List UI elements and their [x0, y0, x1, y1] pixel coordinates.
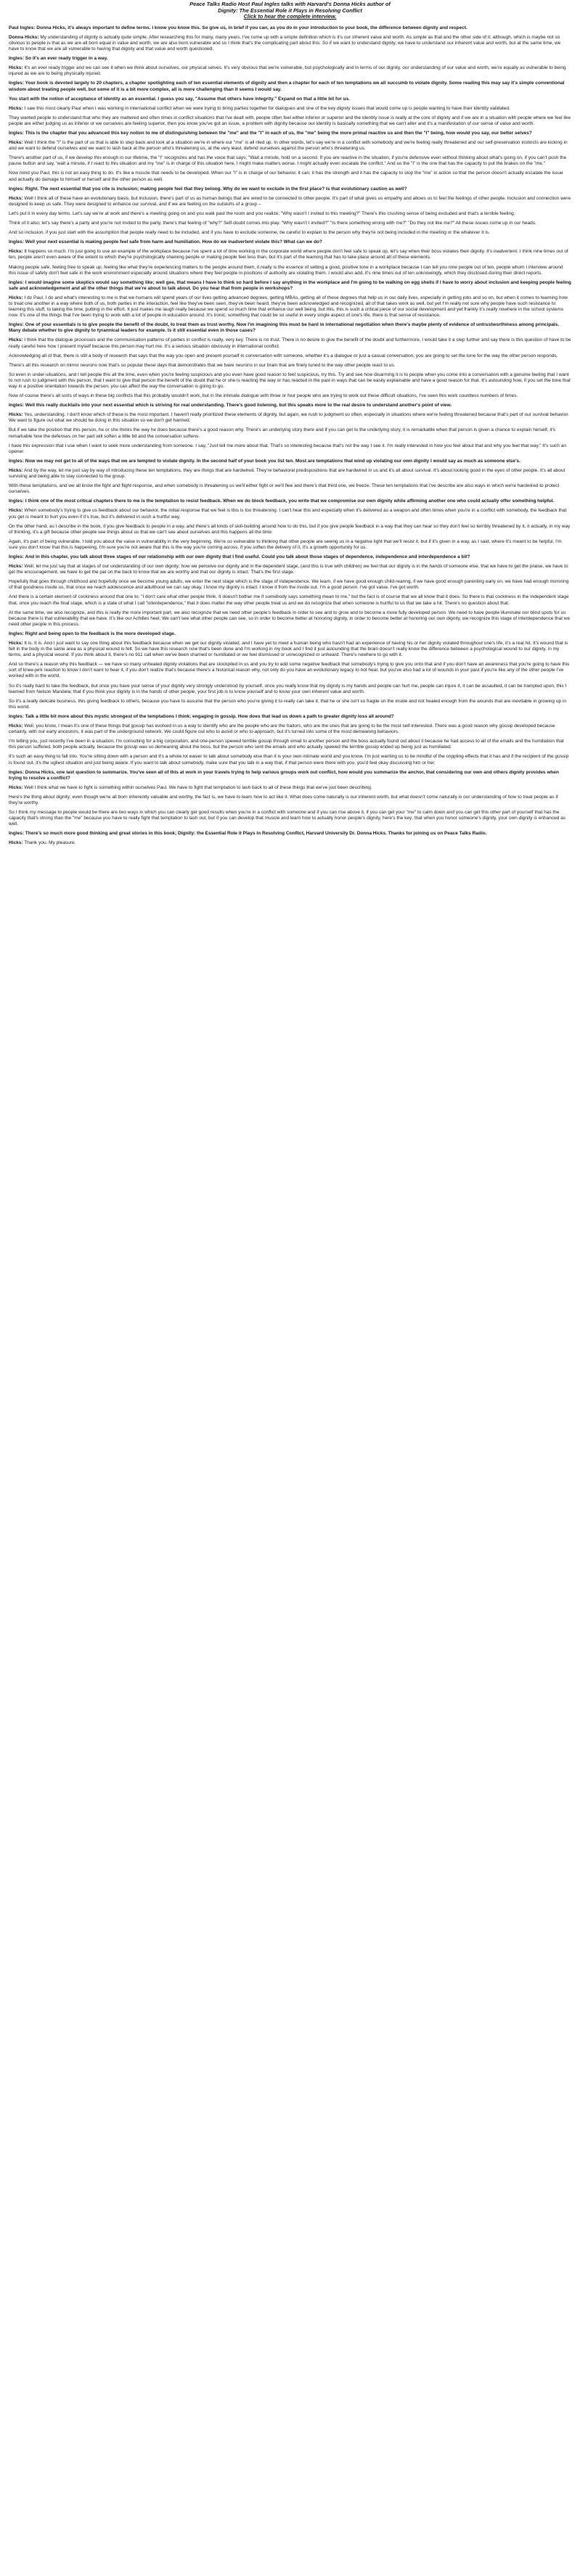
guest-paragraph: [9, 427, 571, 439]
paragraph-text: Well your next essential is making people feel safe from harm and humiliation. How do we inadvertent violate this? What can we do?: [25, 239, 322, 245]
speaker-label: Ingles:: [9, 458, 24, 464]
speaker-label: Hicks:: [9, 195, 23, 201]
speaker-label: Hicks:: [9, 564, 23, 570]
paragraph-text: Well, let me just say that at stages of our understanding of our own dignity; how we perceive our dignity and in the dependent stage, (and this is true with children) we feel that our dignity is in the hands of someone else, that we have to get the praise, we have to get the encouragement, we have to get the pat on the back to know that we are worthy and that our dignity is intact. That's the first stage.: [9, 564, 568, 575]
paragraph-text: It's such an easy thing to fall into. You're sitting down with a person and it's a whole lot easier to talk about somebody else than it is your own intimate world and you know, I'm just wanting us to be mindful of the crippling effects that it has and if the recipient of the gossip is found out, it's the ugliest situation and just being aware. If you want to talk about somebody, make sure that you talk in a way that, if that person were there with you, you'd feel okay discussing him or her.: [9, 754, 569, 766]
guest-paragraph: [9, 196, 571, 208]
paragraph-text: Right and being open to the feedback is the more developed stage.: [25, 631, 176, 636]
complete-interview-link[interactable]: Click to hear the complete interview.: [243, 13, 337, 20]
paragraph-text: Well I think all of these have an evolutionary basis, but inclusion, there's part of us as human beings that are wired to be connected to other people. It's part of what gives us empathy and allows us to feel the feelings of other people. Inclusion and connection were designed to keep us safe. They were designed to enhance our survival, and if we are feeling on the outskirts of a group –: [9, 195, 571, 207]
interviewer-paragraph: [9, 97, 571, 102]
paragraph-text: I have this expression that I use when I want to seek more understanding from someone. I say, "Just tell me more about that. That's so interesting because that's not the way I see it. I'm really interested in how you feel about that and why you feel that way." It's such an opener.: [9, 443, 566, 454]
speaker-label: Ingles:: [9, 403, 24, 409]
paragraph-text: You start with the notion of acceptance of identity as an essential. I guess you say, "Assume that others have integrity." Expand on that a little bit for us.: [9, 96, 350, 102]
speaker-label: Hicks:: [9, 337, 23, 343]
interviewer-paragraph: [9, 81, 571, 92]
paragraph-text: With these temptations, and we all know the fight and flight response, and when somebody is threatening us we'll either fight or we'll flee and there's that third one, we freeze. These ten temptations that I've describe are also ways in which we're hardwired to protect ourselves.: [9, 483, 560, 495]
paragraph-text: Donna Hicks, it's always important to define terms. I know you know this. So give us, in brief if you can, as you do in your introduction to your book, the difference between dignity and respect.: [36, 25, 467, 30]
paragraph-text: I saw this most clearly Paul when I was working in international conflict when we were trying to bring parties together for dialogues and one of the key dignity issues that would come up is people wanting to have their identity validated.: [24, 105, 510, 111]
guest-paragraph: [9, 610, 571, 628]
paragraph-text: Well, you know, I mean it's one of these things that gossip has evolved in us a way to identify who are the people who are the traitors, who are the ones that are going to be the most self-interested. There was a good reason why gossip developed because certainly, with our early ancestors, it was part of the underground network. We could figure out who to avoid or who to approach, but it's turned into some of the most demeaning behaviors.: [9, 723, 555, 735]
transcript-body: [9, 25, 571, 847]
guest-paragraph: [9, 35, 571, 52]
guest-paragraph: [9, 221, 571, 226]
speaker-label: Hicks:: [9, 295, 23, 300]
guest-paragraph: [9, 265, 571, 276]
guest-paragraph: [9, 483, 571, 495]
paragraph-text: Right. The next essential that you cite is inclusion; making people feel that they belong. Why do we want to exclude in the first place? Is that evolutionary caution as well?: [25, 186, 407, 192]
paragraph-text: It's an ever ready trigger and we can see it when we think about ourselves, our physical selves. It's very obvious that we're vulnerable, but psychologically and in terms of our dignity, our understanding of our value and worth, we're equally as vulnerable to being injured as we are to being physically injured.: [9, 65, 566, 77]
guest-paragraph: [9, 106, 571, 112]
paragraph-text: I do Paul, I do and what's interesting to me is that we humans will spend years of our lives getting advanced degrees, getting MBAs, getting all of these degrees that help us in our daily lives, especially in getting jobs and so on, but when it comes to learning how to treat one another in a way where both of us, both parties in the interaction, feel like they've been seen, they've been heard, they've been acknowledged and recognized, all of that takes work as well, but yet I'm really not sure why people have such resistance to learning this stuff, to taking the time, putting in the effort. It just makes me laugh really because we spend so much time that enhance our well being, but this, this is such a critical piece of our social development and yet frankly it's really nowhere in the school systems now. It's one of the things that I've been trying to work with a lot of people in education around. It's ironic; something that could be so useful in every single aspect of one's life, there is that sense of resistance.: [9, 295, 568, 319]
speaker-label: Ingles:: [9, 769, 24, 775]
guest-paragraph: [9, 393, 571, 399]
guest-paragraph: [9, 795, 571, 806]
paragraph-text: It happens so much. I'm just going to use an example of the workplace because I've spent a lot of time working in the corporate world where people don't feel safe to speak up, let's say when their boss violates their dignity. It's inadvertent. I think nine times out of ten, people aren't even aware of the extent to which they're psychologically shaming people or making people feel less than, but it's part of the learning that has to take place around all of these elements.: [9, 249, 568, 261]
speaker-label: Hicks:: [9, 784, 23, 790]
paragraph-text: So it's an ever ready trigger in a way.: [25, 56, 108, 62]
paragraph-text: Making people safe, feeling free to speak up, feeling like what they're experiencing matters to the people around them, it really is the essence of setting a good, positive tone in a workplace because I can tell you nine people out of ten, people whom I interview around this issue of safety don't feel safe in the work environment especially around situations where they feel people in positions of authority are violating them. I would also add, it's nine times out of ten unknowingly, which they disclosed during their direct reports.: [9, 264, 563, 276]
guest-paragraph: [9, 353, 571, 359]
guest-paragraph: [9, 684, 571, 695]
guest-paragraph: [9, 65, 571, 77]
paragraph-text: Now mind you Paul, this is not an easy thing to do. It's like a muscle that needs to be developed. When our "I" is in charge of our behavior, it can; it has the strength and it has the capacity to stop the "me" in action so that the person doesn't actually escalate the issue and actually do damage to himself or herself and the other person as well.: [9, 171, 563, 182]
paragraph-text: There's another part of us, if we develop this enough in our lifetime, the "I" recognizes and has the voice that says; "Wait a minute, hold on a second. If you are reactive in the situation, if you're defensive even without thinking about what's going on, if you can't push the pause button and say, 'wait a minute, if I react to this situation and my "me" is in charge of this situation here, I might make matters worse. I might actually even escalate the conflict." And so the "I" is the one that has the capacity to put the brakes on the "me.": [9, 155, 567, 167]
interviewer-paragraph: [9, 322, 571, 334]
guest-paragraph: [9, 295, 571, 319]
interviewer-paragraph: [9, 403, 571, 409]
guest-paragraph: [9, 810, 571, 827]
guest-paragraph: [9, 564, 571, 575]
guest-paragraph: [9, 641, 571, 658]
transcript-page: [0, 0, 580, 847]
guest-paragraph: [9, 468, 571, 480]
paragraph-text: So even in under-situations, and I tell people this all the time, even when you're feeling suspicious and you even have good reason to feel suspicious, try this. Try and see how disarming it is to people when you come into a conversation with a genuine feeling that I want to not rush to judgment with this person, that I want to give that person the benefit of the doubt that he or she is reacting the way or has reacted in the past in ways that can be easily explainable and have a good reason for that. It's astounding how, if you set the tone that way in a positive orientation towards the person, you can affect the way the conversation is going to go.: [9, 372, 571, 389]
paragraph-text: But if we take the position that this person, he or she thinks the way he does because there's a good reason why. There's an underlying story there and if you can get to the underlying story, it is remarkable when that person is given a chance to explain herself, it's remarkable how the defenses on her part will soften a little bit and the conversation softens.: [9, 427, 556, 439]
guest-paragraph: [9, 115, 571, 127]
guest-paragraph: [9, 230, 571, 236]
guest-paragraph: [9, 443, 571, 455]
speaker-label: Ingles:: [9, 631, 24, 636]
guest-paragraph: [9, 699, 571, 710]
paragraph-text: When somebody's trying to give us feedback about our behavior, the initial response that we feel is this is too threatening. I can't hear this and especially when it's delivered as a weapon and often times when you're in a conflict with somebody, the feedback that you get is meant to hurt you even if it's true, but it's delivered in such a hurtful way.: [9, 508, 567, 520]
paragraph-text: I think that the dialogue processes and the communication patterns of parties in conflict is really, very key. There is no trust. There is no desire to give the benefit of the doubt and furthermore, I would take it a step further and say there is this question of have to be really careful here how I present myself because this person may hurt me. It's a serious situation obviously in international conflict.: [9, 337, 571, 349]
paragraph-text: Again, it's part of being vulnerable. I told you about the value in vulnerability in the very beginning. We're so vulnerable to thinking that other people are seeing us in a negative light that we'll resist it, but if it's given in a way, as I said, where it's meant to be helpful, I'm sure you don't know that this is happening, I'm sure you're not aware that this is the way you're coming across, if you soften the delivery of it, it's a growth opportunity for us.: [9, 538, 562, 550]
interviewer-paragraph: [9, 831, 571, 837]
speaker-label: Ingles:: [9, 81, 24, 86]
paragraph-text: This is the chapter that you advanced this key notion to me of distinguishing between the "me" and the "I" in each of us, the "me" being the more primal reactive us and then the "I" being, how would you say, our better selves?: [25, 131, 532, 136]
interviewer-paragraph: [9, 131, 571, 136]
speaker-label: Hicks:: [9, 723, 23, 729]
speaker-label: Hicks:: [9, 65, 23, 71]
guest-paragraph: [9, 171, 571, 182]
interviewer-paragraph: [9, 459, 571, 464]
paragraph-text: Let's put it in every day terms. Let's say we're at work and there's a meeting going on and you walk past the room and you realize; "Why wasn't I invited to this meeting?" There's this crushing sense of being excluded and that's a terrible feeling.: [9, 210, 515, 216]
paragraph-text: Well I think what we have to fight is something within ourselves Paul. We have to fight that temptation to lash back to all of these things that we've just been describing.: [24, 784, 372, 790]
book-title: Dignity: The Essential Role it Plays in Resolving Conflict: [218, 7, 362, 14]
guest-paragraph: [9, 508, 571, 520]
paragraph-text: Here's the thing about dignity; even though we're all born inherently valuable and worthy, the fact is, we have to learn how to act like it. What does come naturally is our inherent worth, but what doesn't come naturally is our understanding of how to treat people as if they're worthy.: [9, 794, 558, 805]
speaker-label: Ingles:: [9, 186, 24, 192]
paragraph-text: I would imagine some skeptics would say something like; well gee, that means I have to think so hard before I say anything in the workplace and I'm going to be walking on egg shells if I have to worry about inclusion and keeping people feeling safe and acknowledgement and all the other things that we're about to talk about. Do you hear that from people in workshops?: [9, 279, 571, 291]
speaker-label: Ingles:: [9, 279, 24, 285]
guest-paragraph: [9, 412, 571, 424]
guest-paragraph: [9, 524, 571, 536]
interviewer-paragraph: [9, 554, 571, 560]
guest-paragraph: [9, 662, 571, 679]
guest-paragraph: [9, 723, 571, 735]
interviewer-paragraph: [9, 56, 571, 62]
paragraph-text: They wanted people to understand that who they are mattered and often times in conflict situations that I've dealt with, people often feel either inferior or superior and the identity issue is really at the core of dignity and if we are in a situation with people where we feel like people are either judging us as inferior or we ourselves are feeling superior, then you know you've got an issue, a problem with dignity because our identity is basically something that we can't alter and it's a manifestation of our sense of value and worth.: [9, 115, 571, 126]
speaker-label: Ingles:: [9, 499, 24, 504]
interviewer-paragraph: [9, 499, 571, 504]
paragraph-text: At the same time, we also recognize, and this is really the more important part, we also recognize that we need other people's feedback in order to see and to grow and to become a more fully developed person. We need to have people illuminate our blind spots for us because there is that vulnerability that we have. It's like our Achilles heel. We can't see what other people can see, so in order to become better at honoring dignity, in order to become better at honoring our own dignity, we recognize this stage of interdependence that we need other people in this process.: [9, 610, 571, 627]
paragraph-text: And so there's a reason why this feedback — we have so many unhealed dignity violations that are stockpiled in us and you try to add some negative feedback that somebody's trying to give you onto that and if you don't have an awareness that you're going to have this sort of knee-jerk reaction to know I don't want to hear it, if you don't realize that's because there's a historical reason why, not only do you have an evolutionary legacy to not hear, but you've also had a lot of wounds in your past if you're like any of the other people I've worked with in the world.: [9, 662, 570, 679]
paragraph-text: Hopefully that goes through childhood and hopefully once we become young adults, we enter the next stage which is the stage of independence. We learn, if we have good enough child-rearing, if we have good enough parenting early on, we have had enough mirroring of that goodness inside us, that once we reach adolescence and adulthood we can say okay, I know my dignity is intact. I know it from the inside out. I'm a good person. I've got value. I've got worth.: [9, 579, 569, 591]
speaker-label: Ingles:: [9, 131, 24, 136]
speaker-label: Hicks:: [9, 840, 23, 846]
speaker-label: Hicks:: [9, 412, 23, 418]
interviewer-paragraph: [9, 631, 571, 637]
speaker-label: Ingles:: [9, 713, 24, 719]
paragraph-text: Donna Hicks, one last question to summarize. You've seen all of this at work in your travels trying to help various groups work out conflict, how would you summarize the anchor, that considering our own and others dignity provides when trying to resolve a conflict?: [9, 769, 559, 781]
paragraph-text: Now of course there's all sorts of ways in these big conflicts that this probably wouldn't work, but in the intimate dialogue with three or four people who are trying to work out these difficult situations, I've seen this work countless numbers of times.: [9, 393, 518, 399]
paragraph-text: So I think my message to people would be there are two ways in which you can clearly get good results when you're in a conflict with someone and if you can rise above it, if you can get your "me" to calm down and you can get this other part of yourself that has the capacity that's strong than the "me" because you have to really fight that temptation to lash out, but if you can develop that muscle and learn how to actually honor people's dignity, here's the key; that when you honor someone's dignity, your own dignity is enhanced as well.: [9, 810, 566, 827]
interviewer-paragraph: [9, 280, 571, 292]
transcript-header: [9, 1, 571, 20]
interviewer-paragraph: [9, 25, 571, 31]
paragraph-text: And in this chapter, you talk about three stages of our relationship with our own dignity that I find useful. Could you talk about those stages of dependence, independence and interdependence a bit?: [25, 554, 470, 559]
paragraph-text: I think one of the most critical chapters there to me is the temptation to resist feedback. When we do block feedback, you write that we compromise our own dignity while affirming another one who could actually offer something helpful.: [25, 499, 555, 504]
paragraph-text: There's so much more good thinking and great stories in this book; Dignity: the Essential Role it Plays in Resolving Conflict, Harvard University Dr. Donna Hicks. Thanks for joining us on Peace Talks Radio.: [25, 831, 487, 837]
interviewer-paragraph: [9, 239, 571, 245]
guest-paragraph: [9, 155, 571, 167]
speaker-label: Ingles:: [9, 56, 24, 62]
speaker-label: Ingles:: [9, 322, 24, 328]
header-title: Peace Talks Radio Host Paul Ingles talks with Harvard's Donna Hicks author of: [189, 1, 391, 7]
paragraph-text: So it's really hard to take the feedback, but once you have your sense of your dignity very strongly understood by yourself, once you really know that my dignity is my hands and people can hurt me, people can injure it, it can be assaulted, it can be trampled upon, this I learned from Nelson Mandela; that if you think your dignity is in the hands of other people, your first job is to know yourself and to know your own inherent value and worth.: [9, 683, 567, 694]
interviewer-paragraph: [9, 770, 571, 782]
speaker-label: Hicks:: [9, 249, 23, 255]
paragraph-text: Thank you. My pleasure.: [24, 840, 76, 846]
paragraph-text: Acknowledging all of that, there is still a body of research that says that the way you open and present yourself in conversation with someone, whether it's a dialogue or just a casual conversation, you are going to set the tone for the way the other person responds.: [9, 353, 558, 358]
paragraph-text: Think of it also; let's say there's a party and you're not invited to the party, there's that feeling of "why?" Self-doubt comes into play. "Why wasn't I invited?" "Is there something wrong with me?" "Do they not like me?" All these issues come up in our heads.: [9, 221, 536, 226]
guest-paragraph: [9, 539, 571, 551]
paragraph-text: Your book is devoted largely to 20 chapters, a chapter spotlighting each of ten essential elements of dignity and then a chapter for each of ten temptations we all succumb to violate dignity. Some reading this may say it's simple conventional wisdom about treating people well, but some of it is a bit more complex, all is more challenging than it seems I would say.: [9, 81, 565, 92]
guest-paragraph: [9, 363, 571, 369]
paragraph-text: And so inclusion, if you just start with the assumption that people really need to be included, and if you have to exclude someone, be careful to explain to the person why they're not being included in the meeting or the whatever it is.: [9, 230, 490, 236]
guest-paragraph: [9, 840, 571, 846]
paragraph-text: My understanding of dignity is actually quite simple. After researching this for many, many years, I've come up with a simple definition which is it's our inherent value and worth. As simple as that and the other side of it, although, which is maybe not so obvious to people is that as we are all born equal in value and worth, we are also born vulnerable and so I think that's the complicating part about this. So if we want to understand dignity, we have to understand our inherent value and worth, but at the same time, we have to know that we are all vulnerable to having that dignity and that value and worth questioned.: [9, 34, 561, 52]
guest-paragraph: [9, 249, 571, 261]
speaker-label: Ingles:: [9, 554, 24, 559]
guest-paragraph: [9, 579, 571, 591]
paragraph-text: And by the way, let me just say by way of introducing these ten temptations, they are things that are hardwired. They're behavioral predispositions that are hardwired in us and it's all about survival. It's about looking good in the eyes of other people. It's all about surviving and being able to stay connected to the group.: [9, 467, 565, 480]
guest-paragraph: [9, 754, 571, 766]
guest-paragraph: [9, 337, 571, 349]
interviewer-paragraph: [9, 714, 571, 720]
speaker-label: Paul Ingles:: [9, 25, 36, 30]
paragraph-text: Yes, understanding. I don't know which of these is the most important. I haven't really prioritized these elements of dignity, but again, we rush to judgment so often, especially in situations where we're feeling threatened because that's part of our survival behavior. We want to figure out what we should be doing in this situation so we don't get harmed.: [9, 412, 569, 424]
guest-paragraph: [9, 140, 571, 152]
paragraph-text: Well this really ducktails into your next essential which is striving for real understanding. There's good listening, but this speaks more to the real desire to understand another's point of view.: [25, 403, 452, 409]
paragraph-text: It is. It is. And I just want to say one thing about this feedback because when we get our dignity violated, and I have yet to meet a human being who hasn't had an experience of having his or her dignity violated throughout one's life, it's a real hit. It's wound that is felt in the body in the same area as a physical wound is felt. So we have this research now that's been done and I'm working in my book and I find it just astounding that the brain doesn't really know the difference between a psychological wound to our dignity, in my terms, and a physical wound. If you think about it, there's no 911 call when we've been shamed or humiliated or we feel dismissed or unrecognized or unheard. There's nowhere to go with it.: [9, 641, 568, 658]
paragraph-text: And there is a certain element of cockiness around that one to; "I don't care what other people think. It doesn't bother me if somebody says something mean to me," but the fact is of course that we all know that it does. So there is that cockiness in the independent stage that, once you reach the final stage, which is a state of what I call "interdependence," that it does matter the way other people treat us and we do recognize that when someone is hurtful to us that we take a hit. There's no question about that.: [9, 594, 569, 606]
guest-paragraph: [9, 739, 571, 750]
speaker-label: Hicks:: [9, 467, 23, 473]
paragraph-text: Well I think the "I" is the part of us that is able to step back and look at a situation we're in where our "me" is all riled up. In other words, let's say we're in a conflict with somebody and we're feeling really threatened and our self-preservation instincts are kicking in and we want to defend ourselves and we want to lash back at the person who's threatening us, at the very least, defend ourselves against the person who's threatening us.: [9, 140, 568, 152]
speaker-label: Hicks:: [9, 508, 23, 514]
guest-paragraph: [9, 594, 571, 606]
guest-paragraph: [9, 785, 571, 791]
speaker-label: Donna Hicks:: [9, 34, 39, 40]
speaker-label: Hicks:: [9, 105, 23, 111]
guest-paragraph: [9, 372, 571, 390]
interviewer-paragraph: [9, 186, 571, 192]
guest-paragraph: [9, 211, 571, 217]
paragraph-text: One of your essentials is to give people the benefit of the doubt, to treat them as trust worthy. Now I'm imagining this must be hard in international negotiation when there's maybe plenty of evidence of untrustworthiness among principals. Many debate whether to give dignity to tyrannical leaders for example. Is it still essential even in those cases?: [9, 322, 560, 334]
paragraph-text: So it's a really delicate business, this giving feedback to others, because you have to assume that the person who you're giving it to really can take it, that he or she isn't so fragile on the inside and not healed enough from the wounds that are inevitable in growing up in this world.: [9, 698, 566, 710]
paragraph-text: Talk a little bit more about this mystic strongest of the temptations I think; engaging in gossip. How does that lead us down a path to greater dignity loss all around?: [25, 713, 394, 719]
speaker-label: Hicks:: [9, 641, 23, 646]
paragraph-text: There's all this research on mirror neurons now that's so popular these days that demonstrates that we have neurons in our brain that are finely tuned to the way other people react to us.: [9, 362, 396, 368]
paragraph-text: On the other hand, as I describe in the book, if you give feedback to people in a way, and there's all kinds of skill-building around how to do this, but if you give people feedback in a way that they can hear so they don't feel so terribly threatened by it, it actually, in my way of thinking, it's a gift because other people see things about us that we can't see about ourselves and this happens all the time.: [9, 523, 571, 535]
speaker-label: Ingles:: [9, 831, 24, 837]
speaker-label: Hicks:: [9, 140, 23, 146]
speaker-label: Ingles:: [9, 239, 24, 245]
paragraph-text: I'm telling you, just recently I've been in a situation, I'm consulting for a big corporation, and one-person spewed terrible gossip through email to another person and the boss actually found out about it because he had access to all of the emails and the humiliation that this person suffered, both people actually, because the gossip was so demeaning about the boss, but the person who sent the emails and who actually spewed the terrible gossip ended up being just as humiliated.: [9, 739, 564, 750]
paragraph-text: Now we may not get to all of the ways that we are tempted to violate dignity. In the second half of your book you list ten. Most are temptations that wind up violating our own dignity I would say as much as someone else's.: [25, 458, 520, 464]
